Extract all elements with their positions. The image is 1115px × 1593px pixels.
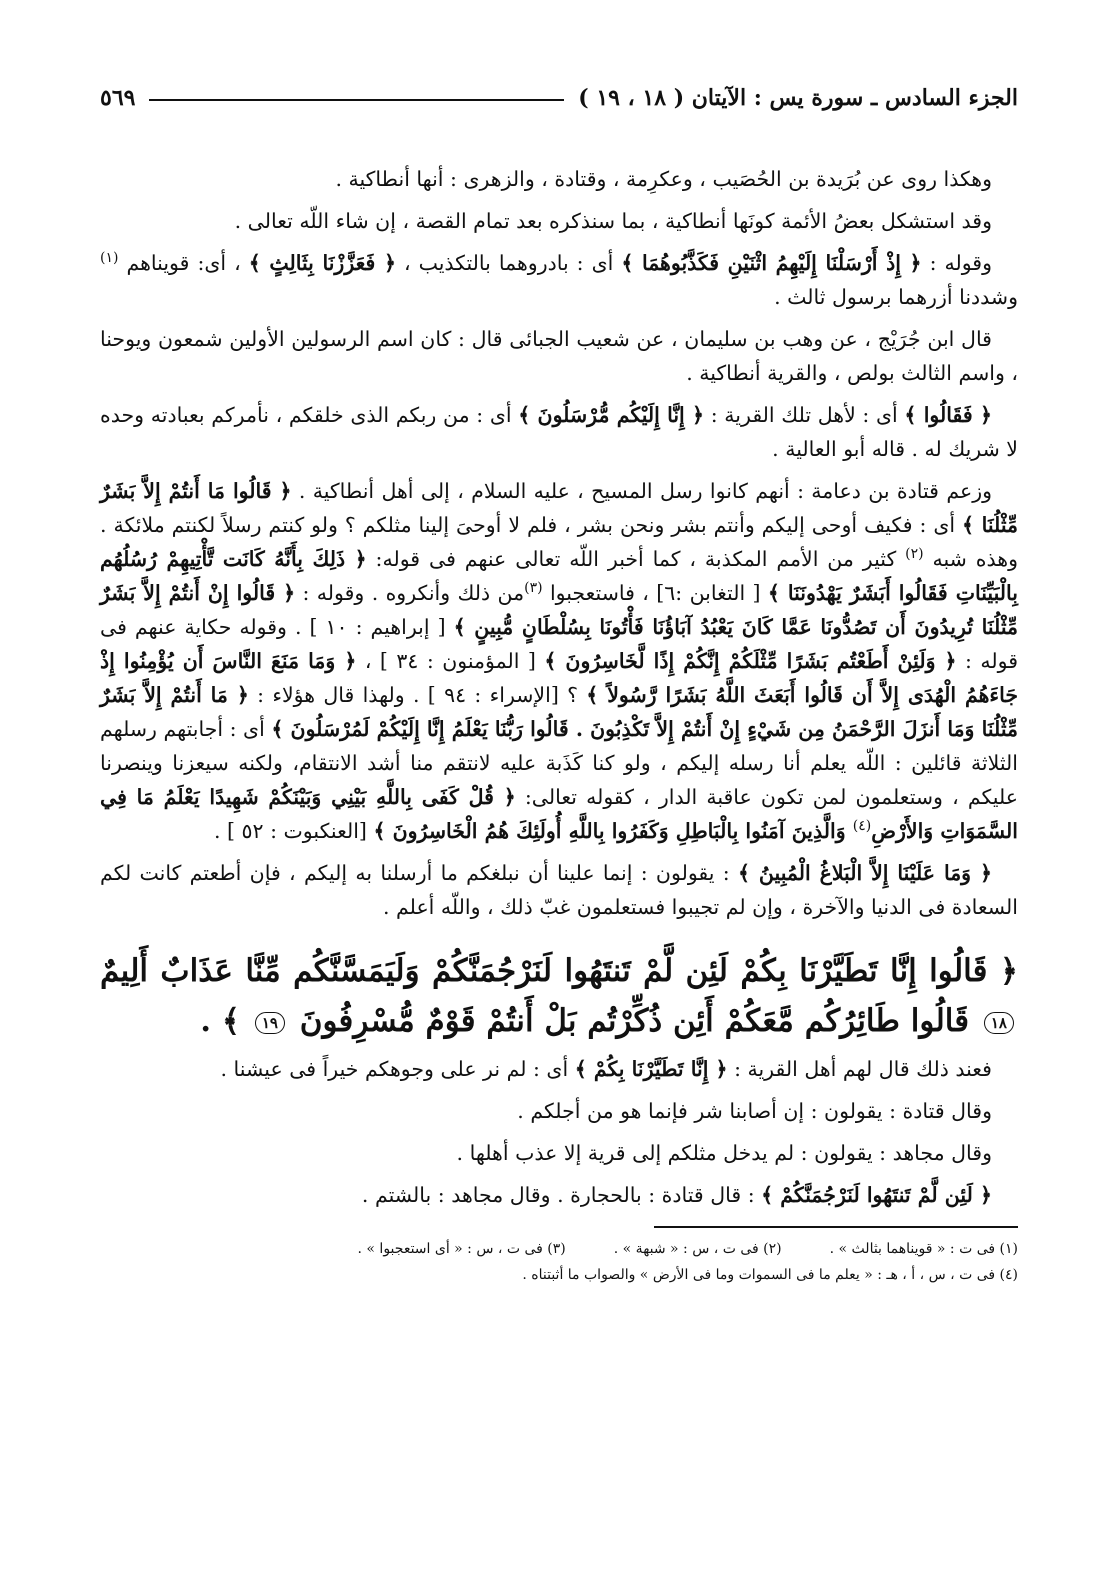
paragraphs-after: [100, 1052, 1018, 1212]
quran-quote: ﴿ فَعَزَّزْنَا بِثَالِثٍ ﴾: [248, 251, 396, 275]
quran-quote: ﴿ فَقَالُوا ﴾: [904, 403, 992, 427]
footnote-line: [100, 1236, 1018, 1262]
footnotes: [100, 1236, 1018, 1288]
text-run: أى : بادروهما بالتكذيب ،: [395, 251, 622, 275]
text-run: أى : من ربكم الذى خلقكم ، نأمركم بعبادته وحده لا شريك له . قاله أبو العالية .: [100, 403, 1018, 461]
commentary-body: [100, 162, 1018, 1212]
paragraph: [100, 1178, 1018, 1212]
footnote-ref: (٢): [905, 546, 924, 563]
text-run: أى : فكيف أوحى إليكم وأنتم بشر ونحن بشر ، فلم لا أوحىَ إلينا مثلكم ؟ ولو كنتم رسلاً لكنتم ملائكة . وهذه شبه: [100, 513, 1018, 571]
text-run: وزعم قتادة بن دعامة : أنهم كانوا رسل المسيح ، عليه السلام ، إلى أهل أنطاكية .: [291, 479, 992, 503]
quran-quote: ﴿ وَلَئِنْ أَطَعْتُم بَشَرًا مِّثْلَكُمْ إِنَّكُمْ إِذًا لَّخَاسِرُونَ ﴾: [544, 649, 957, 673]
footnote-4: (٤) فى ت ، س ، أ ، هـ : « يعلم ما فى السموات وما فى الأرض » والصواب ما أثبتناه .: [522, 1267, 1018, 1283]
quran-quote: ﴿ وَمَا عَلَيْنَا إِلاَّ الْبَلاغُ الْمُبِينُ ﴾: [737, 861, 992, 885]
page-number: ٥٦٩: [100, 85, 136, 111]
text-run: وهكذا روى عن بُرَيدة بن الحُصَيب ، وعكرِمة ، وقتادة ، والزهرى : أنها أنطاكية .: [335, 167, 992, 191]
quran-quote: ﴿ ذَلِكَ بِأَنَّهُ كَانَت تَّأْتِيهِمْ رُسُلُهُم بِالْبَيِّنَاتِ فَقَالُوا أَبَشَرٌ يَهْدُونَنَا ﴾: [100, 547, 1018, 605]
quran-quote: ﴿ قَالُوا إِنْ أَنتُمْ إِلاَّ بَشَرٌ مِّثْلُنَا تُرِيدُونَ أَن تَصُدُّونَا عَمَّا كَانَ يَعْبُدُ آبَاؤُنَا فَأْتُونَا بِسُلْطَانٍ مُّبِينٍ ﴾: [100, 581, 1018, 639]
text-run: وقال قتادة : يقولون : إن أصابنا شر فإنما هو من أجلكم .: [517, 1099, 992, 1123]
paragraph: [100, 398, 1018, 466]
text-run: وقال مجاهد : يقولون : لم يدخل مثلكم إلى قرية إلا عذب أهلها .: [456, 1141, 992, 1165]
paragraph: [100, 322, 1018, 390]
text-run: [ التغابن :٦] ، فاستعجبوا: [542, 581, 768, 605]
text-run: كثير من الأمم المكذبة ، كما أخبر اللّه تعالى عنهم فى قوله:: [366, 547, 906, 571]
footnote-rule: [654, 1226, 1018, 1228]
text-run: من ذلك وأنكروه . وقوله :: [295, 581, 525, 605]
quran-quote: ﴿ قَالُوا مَا أَنتُمْ إِلاَّ بَشَرٌ مِّثْلُنَا ﴾: [100, 479, 1018, 537]
text-run: أى : لم نر على وجوهكم خيراً فى عيشنا .: [220, 1057, 575, 1081]
footnote-line: [100, 1262, 1018, 1288]
quran-quote: ﴿ إِنَّا تَطَيَّرْنَا بِكُمْ ﴾: [574, 1057, 728, 1081]
paragraph: [100, 474, 1018, 848]
text-run: وشددنا أزرهما برسول ثالث .: [774, 285, 1018, 309]
book-page: [100, 78, 1018, 1288]
footnote-ref: (٤): [852, 818, 872, 835]
ayah-number-marker: ١٩: [255, 1012, 285, 1034]
text-run: فعند ذلك قال لهم أهل القرية :: [727, 1057, 992, 1081]
paragraph: [100, 162, 1018, 196]
quran-verse-block: [100, 946, 1018, 1046]
quran-quote: ﴿ مَا أَنتُمْ إِلاَّ بَشَرٌ مِّثْلُنَا وَمَا أَنزَلَ الرَّحْمَنُ مِن شَيْءٍ إِنْ أَنتُمْ إِلاَّ تَكْذِبُونَ . قَالُوا رَبُّنَا يَعْلَمُ إِنَّا إِلَيْكُمْ لَمُرْسَلُونَ ﴾: [100, 683, 1018, 741]
paragraph: [100, 1052, 1018, 1086]
text-run: ؟ [الإسراء : ٩٤ ] . ولهذا قال هؤلاء :: [248, 683, 587, 707]
verse-text-part2: قَالُوا طَائِرُكُم مَّعَكُمْ أَئِن ذُكِّرْتُم بَلْ أَنتُمْ قَوْمٌ مُّسْرِفُونَ: [299, 1003, 970, 1039]
text-run: أى : لأهل تلك القرية :: [704, 403, 905, 427]
quran-quote: ﴿ إِنَّا إِلَيْكُم مُّرْسَلُونَ ﴾: [518, 403, 705, 427]
paragraph: [100, 1094, 1018, 1128]
paragraph: [100, 246, 1018, 314]
text-run: قال ابن جُرَيْج ، عن وهب بن سليمان ، عن شعيب الجبائى قال : كان اسم الرسولين الأولين شمعون ويوحنا ، واسم الثالث بولص ، والقرية أنطاكية .: [100, 327, 1018, 385]
text-run: أى : أجابتهم رسلهم الثلاثة قائلين : اللّه يعلم أنا رسله إليكم ، ولو كنا كَذَبة عليه لانتقم منا أشد الانتقام، ولكنه سيعزنا وينصرنا عليكم ، وستعلمون لمن تكون عاقبة الدار ، كقوله تعالى:: [100, 717, 1018, 809]
footnote-2: (٢) فى ت ، س : « شبهة » .: [613, 1241, 782, 1257]
footnote-1: (١) فى ت : « قويناهما بثالث » .: [829, 1241, 1018, 1257]
quran-quote: وَالَّذِينَ آمَنُوا بِالْبَاطِلِ وَكَفَرُوا بِاللَّهِ أُولَئِكَ هُمُ الْخَاسِرُونَ ﴾: [373, 819, 853, 843]
text-run: ، أى: قويناهم: [118, 251, 249, 275]
paragraphs-before: [100, 162, 1018, 924]
text-run: [ إبراهيم : ١٠ ] . وقوله حكاية عنهم فى قوله :: [100, 615, 1018, 673]
header-rule: [149, 99, 564, 101]
paragraph: [100, 204, 1018, 238]
text-run: وقوله :: [921, 251, 993, 275]
page-header: [100, 78, 1018, 118]
quran-quote: ﴿ إِذْ أَرْسَلْنَا إِلَيْهِمُ اثْنَيْنِ فَكَذَّبُوهُمَا ﴾: [621, 251, 922, 275]
quran-quote: ﴿ قُلْ كَفَى بِاللَّهِ بَيْنِي وَبَيْنَكُمْ شَهِيدًا يَعْلَمُ مَا فِي السَّمَوَاتِ وَالأَرْضِ: [100, 785, 1018, 843]
text-run: : قال قتادة : بالحجارة . وقال مجاهد : بالشتم .: [361, 1183, 762, 1207]
verse-text-part1: ﴿ قَالُوا إِنَّا تَطَيَّرْنَا بِكُمْ لَئِن لَّمْ تَنتَهُوا لَنَرْجُمَنَّكُمْ وَلَيَمَسَّنَّكُم مِّنَّا عَذَابٌ أَلِيمٌ: [100, 953, 1018, 989]
text-run: وقد استشكل بعضُ الأئمة كونَها أنطاكية ، بما سنذكره بعد تمام القصة ، إن شاء اللّه تعالى .: [234, 209, 992, 233]
running-title: الجزء السادس ـ سورة يس : الآيتان ( ١٨ ، ١٩ ): [578, 85, 1018, 111]
text-run: : يقولون : إنما علينا أن نبلغكم ما أرسلنا به إليكم ، فإن أطعتم كانت لكم السعادة فى الدنيا والآخرة ، وإن لم تجيبوا فستعلمون غبّ ذلك ، واللّه أعلم .: [100, 861, 1018, 919]
quran-quote: ﴿ وَمَا مَنَعَ النَّاسَ أَن يُؤْمِنُوا إِذْ جَاءَهُمُ الْهُدَى إِلاَّ أَن قَالُوا أَبَعَثَ اللَّهُ بَشَرًا رَّسُولاً ﴾: [100, 649, 1018, 707]
quran-quote: ﴿ لَئِن لَّمْ تَنتَهُوا لَنَرْجُمَنَّكُمْ ﴾: [761, 1183, 992, 1207]
text-run: [العنكبوت : ٥٢ ] .: [213, 819, 374, 843]
footnote-ref: (٣): [524, 580, 543, 597]
footnote-3: (٣) فى ت ، س : « أى استعجبوا » .: [357, 1241, 566, 1257]
text-run: [ المؤمنون : ٣٤ ] ،: [356, 649, 545, 673]
footnote-ref: (١): [100, 250, 119, 267]
ayah-number-marker: ١٨: [984, 1012, 1014, 1034]
paragraph: [100, 856, 1018, 924]
paragraph: [100, 1136, 1018, 1170]
verse-close: ﴾ .: [200, 1003, 241, 1039]
